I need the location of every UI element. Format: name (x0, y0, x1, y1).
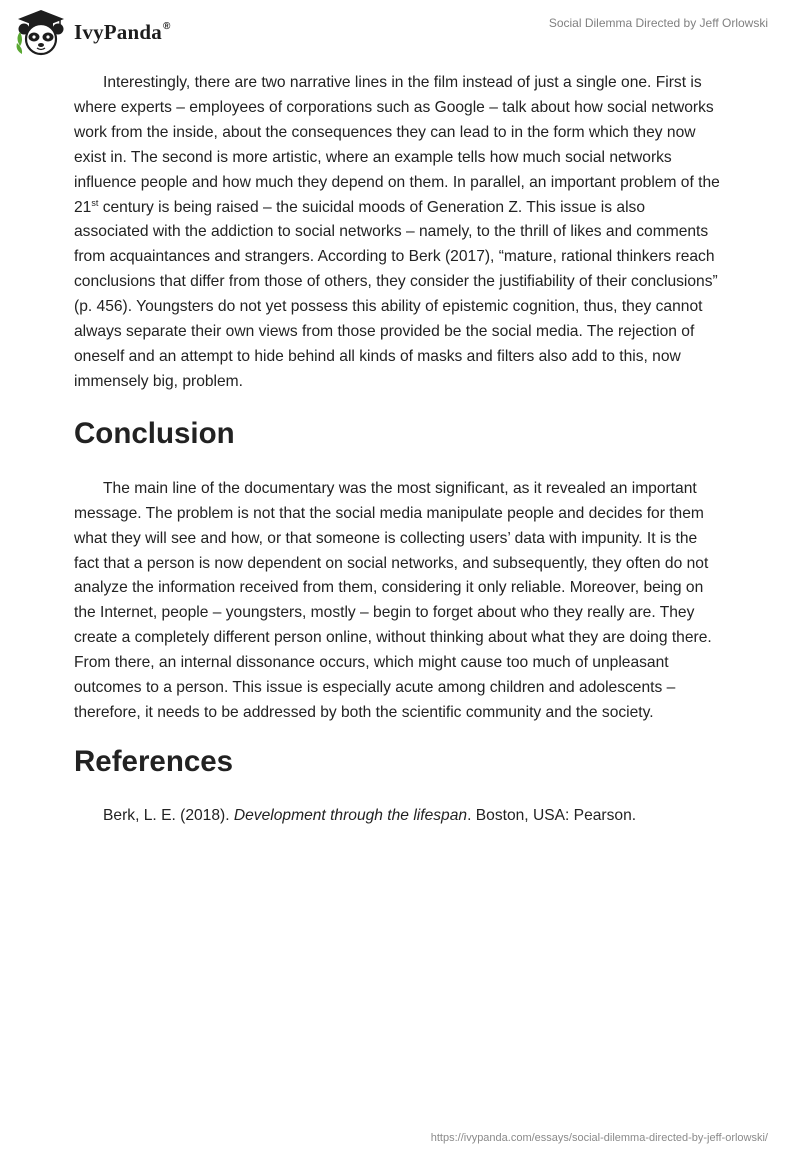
ordinal-superscript: st (91, 197, 99, 208)
page-header (0, 0, 800, 70)
logo-text (74, 20, 171, 45)
logo-name: IvyPanda (74, 19, 162, 44)
reference-title: Development through the lifespan (233, 806, 468, 824)
ivypanda-logo[interactable] (14, 8, 171, 56)
document-title: Social Dilemma Directed by Jeff Orlowski (548, 16, 768, 30)
source-url[interactable]: https://ivypanda.com/essays/social-dilemma-directed-by-jeff-orlowski/ (430, 1132, 768, 1144)
essay-content (74, 71, 722, 829)
conclusion-heading: Conclusion (74, 416, 235, 450)
panda-graduation-cap-icon (14, 8, 68, 56)
references-heading: References (74, 744, 234, 778)
reference-authors: Berk, L. E. (2018). (103, 806, 234, 824)
registered-mark: ® (162, 20, 171, 32)
paragraph-text-continued: century is being raised – the suicidal moods of Generation Z. This issue is also associated with the addiction to social networks – namely, to the thrill of likes and comments from acquaintances and strangers. According to Berk (2017), “mature, rational thinkers reach conclusions that differ from those of others, they consider the justifiability of their conclusions” (p. 456). Youngsters do not yet possess this ability of epistemic cognition, thus, they cannot always separate their own views from those provided be the social media. The rejection of oneself and an attempt to hide behind all kinds of masks and filters also add to this, now immensely big, problem. (74, 198, 718, 390)
paragraph-text: Interestingly, there are two narrative lines in the film instead of just a single one. First is where experts – employees of corporations such as Google – talk about how social networks work from the inside, about the consequences they can lead to in the form which they now exist in. The second is more artistic, where an example tells how much social networks influence people and how much they depend on them. In parallel, an important problem of the 21 (74, 74, 720, 216)
conclusion-paragraph: The main line of the documentary was the most significant, as it revealed an important message. The problem is not that the social media manipulate people and decides for them what they will see and how, or that someone is collecting users’ data with impunity. It is the fact that a person is now dependent on social networks, and subsequently, they often do not analyze the information received from them, considering it only reliable. Moreover, being on the Internet, people – youngsters, mostly – begin to forget about who they really are. They create a completely different person online, without thinking about what they are doing there. From there, an internal dissonance occurs, which might cause too much of unpleasant outcomes to a person. This issue is especially acute among children and adolescents – therefore, it needs to be addressed by both the scientific community and the society. (74, 479, 712, 721)
reference-publisher: . Boston, USA: Pearson. (467, 806, 637, 824)
body-paragraph (74, 71, 722, 395)
reference-entry (74, 804, 722, 829)
